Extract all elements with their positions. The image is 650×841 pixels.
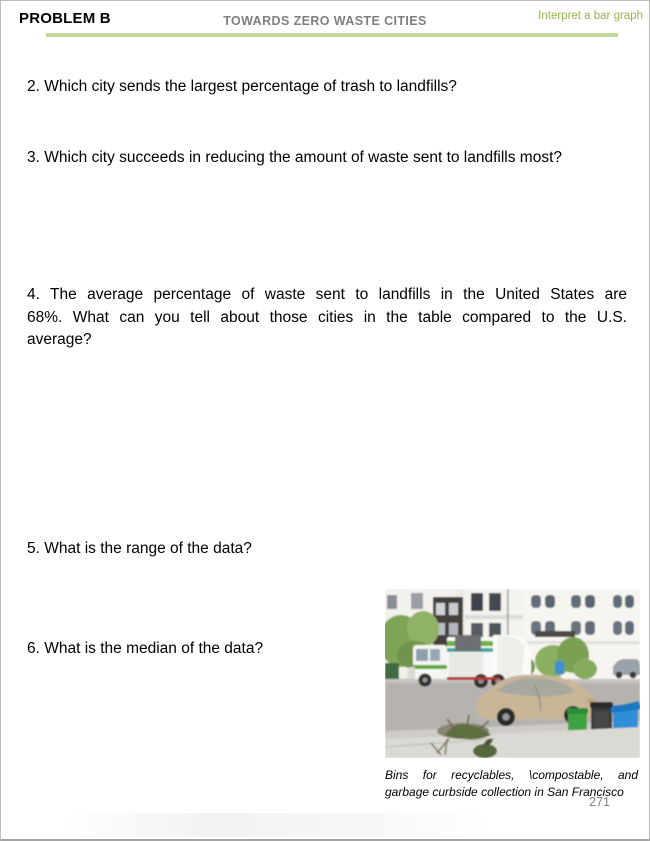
header-rule bbox=[46, 33, 618, 37]
small-blue-cart bbox=[555, 661, 564, 674]
question-6: 6. What is the median of the data? bbox=[27, 640, 264, 657]
skill-tag: Interpret a bar graph bbox=[538, 10, 643, 22]
page-number: 271 bbox=[589, 795, 610, 809]
figure bbox=[385, 589, 640, 800]
problem-label: PROBLEM B bbox=[19, 10, 111, 27]
question-4-line-2: 68%. What can you tell about those cities in the table compared to the U.S. bbox=[27, 308, 627, 326]
question-4 bbox=[27, 284, 627, 352]
question-3: 3. Which city succeeds in reducing the amount of waste sent to landfills most? bbox=[27, 149, 563, 166]
caption-line-1: Bins for recyclables, \compostable, and bbox=[385, 768, 638, 782]
question-5: 5. What is the range of the data? bbox=[27, 540, 252, 557]
caption-line-2: garbage curbside collection in San Francisco bbox=[385, 784, 624, 799]
bottom-shade bbox=[61, 813, 491, 837]
question-4-line-3: average? bbox=[27, 331, 92, 348]
page-title: TOWARDS ZERO WASTE CITIES bbox=[223, 14, 427, 28]
question-2: 2. Which city sends the largest percentage of trash to landfills? bbox=[27, 78, 457, 95]
street-photo bbox=[385, 589, 640, 758]
utility-pole bbox=[507, 589, 509, 635]
question-4-line-1: 4. The average percentage of waste sent to landfills in the United States are bbox=[27, 286, 627, 303]
